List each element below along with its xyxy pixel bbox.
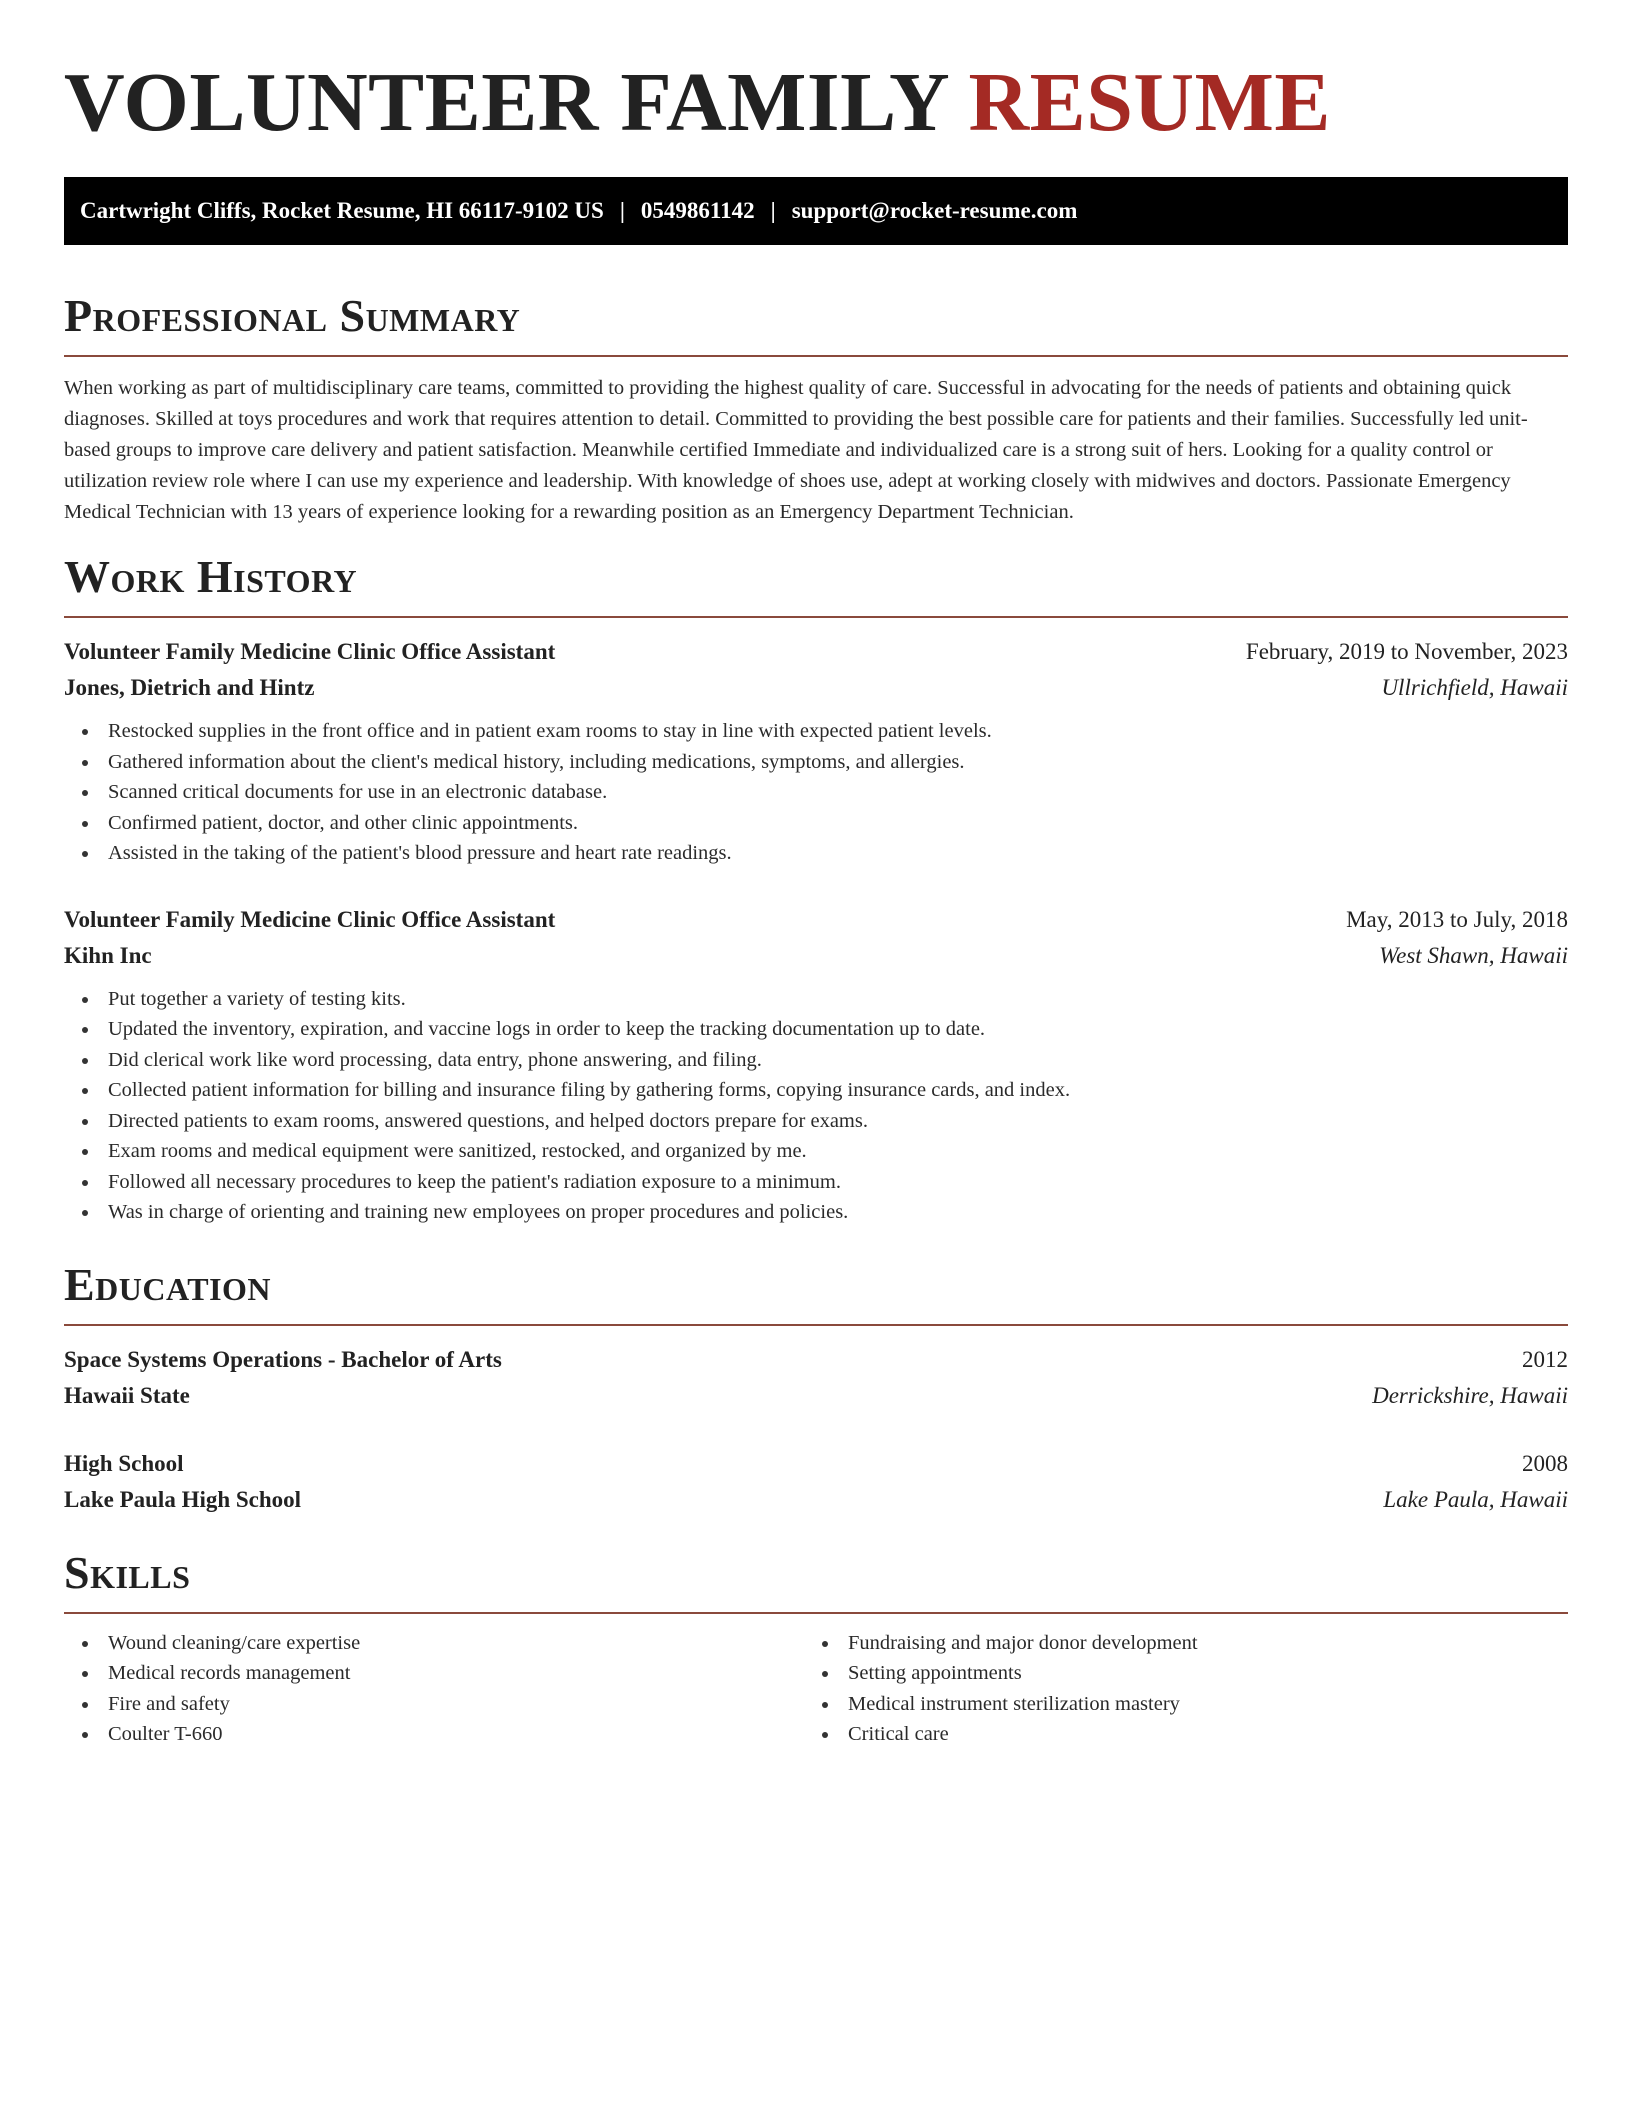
job-dates: February, 2019 to November, 2023	[1245, 639, 1568, 664]
education-entry	[64, 1342, 1568, 1414]
job-position: Volunteer Family Medicine Clinic Office Assistant	[64, 906, 556, 932]
job-dates: May, 2013 to July, 2018	[1346, 906, 1568, 932]
job-header-row	[64, 634, 1568, 670]
education-location: Derrickshire, Hawaii	[1372, 1382, 1568, 1408]
skill-item: Fundraising and major donor development	[848, 1628, 1544, 1659]
skill-item: Fire and safety	[108, 1689, 804, 1720]
list-item: Did clerical work like word processing, data entry, phone answering, and filing.	[108, 1045, 1568, 1076]
skill-item: Wound cleaning/care expertise	[108, 1628, 804, 1659]
contact-separator: |	[619, 198, 625, 223]
education-school: Hawaii State	[64, 1382, 190, 1408]
education-entry	[64, 1446, 1568, 1518]
skill-item: Critical care	[848, 1719, 1544, 1750]
skill-item: Medical instrument sterilization mastery	[848, 1689, 1544, 1720]
job-company-row	[64, 938, 1568, 974]
list-item: Put together a variety of testing kits.	[108, 984, 1568, 1015]
job-company-row	[64, 670, 1568, 706]
skills-section	[64, 1546, 1568, 1750]
section-divider	[64, 355, 1568, 357]
job-header-row	[64, 902, 1568, 938]
job-entry	[64, 902, 1568, 1228]
education-year: 2012	[1522, 1346, 1568, 1372]
list-item: Restocked supplies in the front office and in patient exam rooms to stay in line with expected patient levels.	[108, 716, 1568, 747]
contact-address: Cartwright Cliffs, Rocket Resume, HI 66117-9102 US	[80, 198, 604, 223]
education-school: Lake Paula High School	[64, 1486, 302, 1512]
list-item: Directed patients to exam rooms, answered questions, and helped doctors prepare for exams.	[108, 1106, 1568, 1137]
education-year: 2008	[1522, 1450, 1568, 1476]
list-item: Assisted in the taking of the patient's blood pressure and heart rate readings.	[108, 838, 1568, 869]
education-school-row	[64, 1378, 1568, 1414]
section-title-education: Education	[64, 1258, 272, 1310]
education-degree: Space Systems Operations - Bachelor of Arts	[64, 1346, 502, 1372]
first-name: VOLUNTEER FAMILY	[64, 56, 947, 149]
skills-grid	[64, 1628, 1568, 1750]
job-duties-list	[64, 984, 1568, 1228]
job-location: Ullrichfield, Hawaii	[1381, 675, 1568, 700]
job-location: West Shawn, Hawaii	[1379, 942, 1568, 968]
skills-list-left	[64, 1628, 804, 1750]
section-title-summary: Professional Summary	[64, 290, 521, 341]
summary-text: When working as part of multidisciplinary care teams, committed to providing the highest quality of care. Successful in advocating for the needs of patients and obtaining quick diagnoses. Skilled at toys procedures and work that requires attention to detail. Committed to providing the best possible care for patients and their families. Successfully led unit-based groups to improve care delivery and patient satisfaction. Meanwhile certified Immediate and individualized care is a strong suit of hers. Looking for a quality control or utilization review role where I can use my experience and leadership. With knowledge of shoes use, adept at working closely with midwives and doctors. Passionate Emergency Medical Technician with 13 years of experience looking for a rewarding position as an Emergency Department Technician.	[64, 377, 1528, 523]
last-name: RESUME	[968, 56, 1331, 149]
job-entry	[64, 634, 1568, 869]
contact-bar	[64, 177, 1568, 245]
education-section	[64, 1258, 1568, 1518]
section-divider	[64, 616, 1568, 618]
section-divider	[64, 1324, 1568, 1326]
skills-list-right	[804, 1628, 1544, 1750]
list-item: Confirmed patient, doctor, and other clinic appointments.	[108, 808, 1568, 839]
work-history-section	[64, 550, 1568, 1228]
list-item: Collected patient information for billing and insurance filing by gathering forms, copying insurance cards, and index.	[108, 1075, 1568, 1106]
list-item: Gathered information about the client's medical history, including medications, symptoms, and allergies.	[108, 747, 1568, 778]
section-divider	[64, 1612, 1568, 1614]
contact-email: support@rocket-resume.com	[791, 198, 1078, 223]
education-degree: High School	[64, 1450, 184, 1476]
contact-separator: |	[770, 198, 776, 223]
skill-item: Setting appointments	[848, 1658, 1544, 1689]
job-position: Volunteer Family Medicine Clinic Office Assistant	[64, 639, 556, 664]
list-item: Was in charge of orienting and training new employees on proper procedures and policies.	[108, 1197, 1568, 1228]
resume-name	[64, 54, 1568, 152]
list-item: Scanned critical documents for use in an electronic database.	[108, 777, 1568, 808]
education-degree-row	[64, 1446, 1568, 1482]
summary-section	[64, 289, 1568, 528]
contact-phone: 0549861142	[640, 198, 755, 223]
job-company: Kihn Inc	[64, 942, 152, 968]
list-item: Followed all necessary procedures to keep the patient's radiation exposure to a minimum.	[108, 1167, 1568, 1198]
education-school-row	[64, 1482, 1568, 1518]
list-item: Updated the inventory, expiration, and vaccine logs in order to keep the tracking documentation up to date.	[108, 1014, 1568, 1045]
skill-item: Medical records management	[108, 1658, 804, 1689]
list-item: Exam rooms and medical equipment were sanitized, restocked, and organized by me.	[108, 1136, 1568, 1167]
job-company: Jones, Dietrich and Hintz	[64, 675, 315, 700]
section-title-skills: Skills	[64, 1546, 191, 1598]
education-location: Lake Paula, Hawaii	[1383, 1486, 1568, 1512]
job-duties-list	[64, 716, 1568, 869]
section-title-work-history: Work History	[64, 551, 358, 602]
skill-item: Coulter T-660	[108, 1719, 804, 1750]
education-degree-row	[64, 1342, 1568, 1378]
